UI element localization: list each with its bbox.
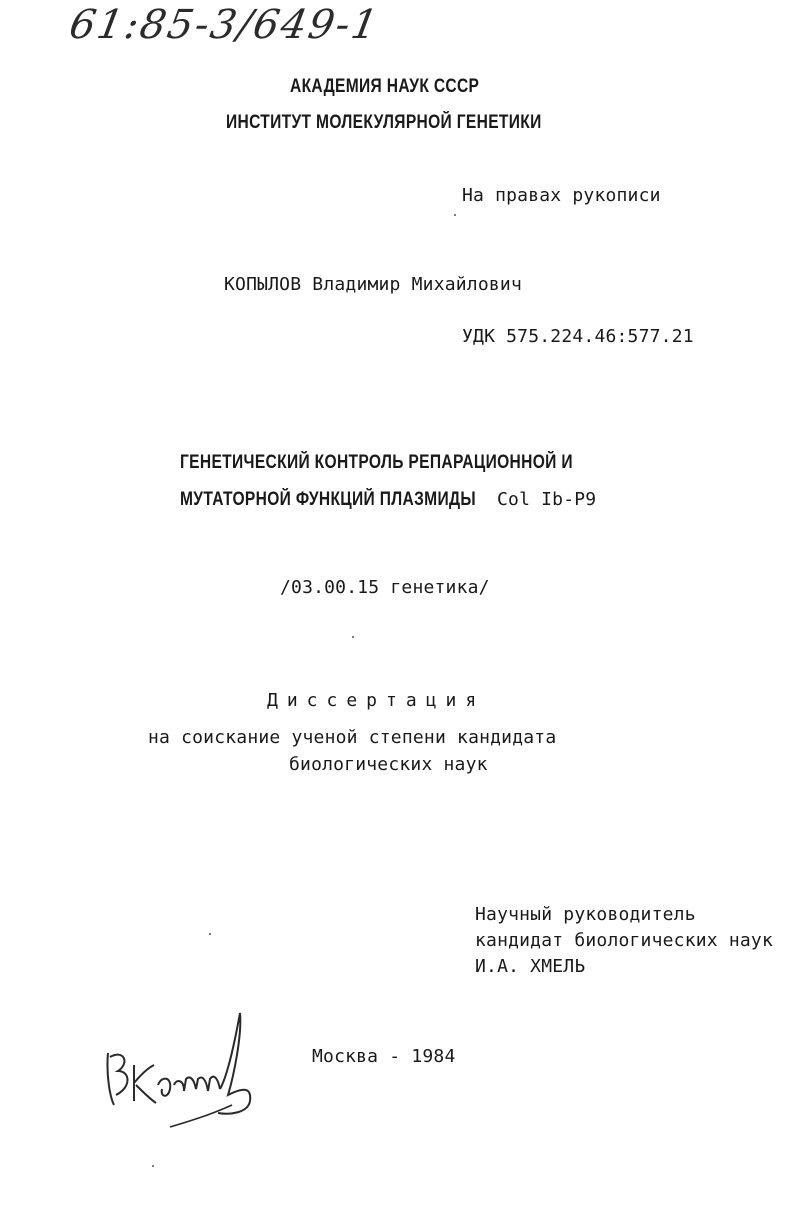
scan-speck xyxy=(454,214,456,216)
author-name: КОПЫЛОВ Владимир Михайлович xyxy=(224,274,522,295)
place-year: Москва - 1984 xyxy=(312,1046,456,1067)
title-line-2: МУТАТОРНОЙ ФУНКЦИЙ ПЛАЗМИДЫ xyxy=(180,489,477,510)
scan-speck xyxy=(352,636,354,638)
degree-word: Диссертация xyxy=(267,690,486,711)
degree-line-3: биологических наук xyxy=(289,754,488,775)
archive-code: 61:85-3/649-1 xyxy=(65,2,384,48)
header-academy: АКАДЕМИЯ НАУК СССР xyxy=(290,76,480,97)
plasmid-name: Col Ib-P9 xyxy=(497,489,597,510)
scan-speck xyxy=(209,933,211,935)
udc-code: УДК 575.224.46:577.21 xyxy=(462,326,694,347)
supervisor-title: Научный руководитель xyxy=(475,904,696,925)
manuscript-rights: На правах рукописи xyxy=(462,185,661,206)
supervisor-name: И.А. ХМЕЛЬ xyxy=(475,956,586,977)
title-line-1: ГЕНЕТИЧЕСКИЙ КОНТРОЛЬ РЕПАРАЦИОННОЙ И xyxy=(180,452,573,473)
specialty: /03.00.15 генетика/ xyxy=(280,577,490,598)
degree-line-2: на соискание ученой степени кандидата xyxy=(148,727,557,748)
signature-image xyxy=(100,1005,260,1135)
scan-speck xyxy=(152,1165,154,1167)
header-institute: ИНСТИТУТ МОЛЕКУЛЯРНОЙ ГЕНЕТИКИ xyxy=(226,112,542,133)
supervisor-degree: кандидат биологических наук xyxy=(475,930,773,951)
